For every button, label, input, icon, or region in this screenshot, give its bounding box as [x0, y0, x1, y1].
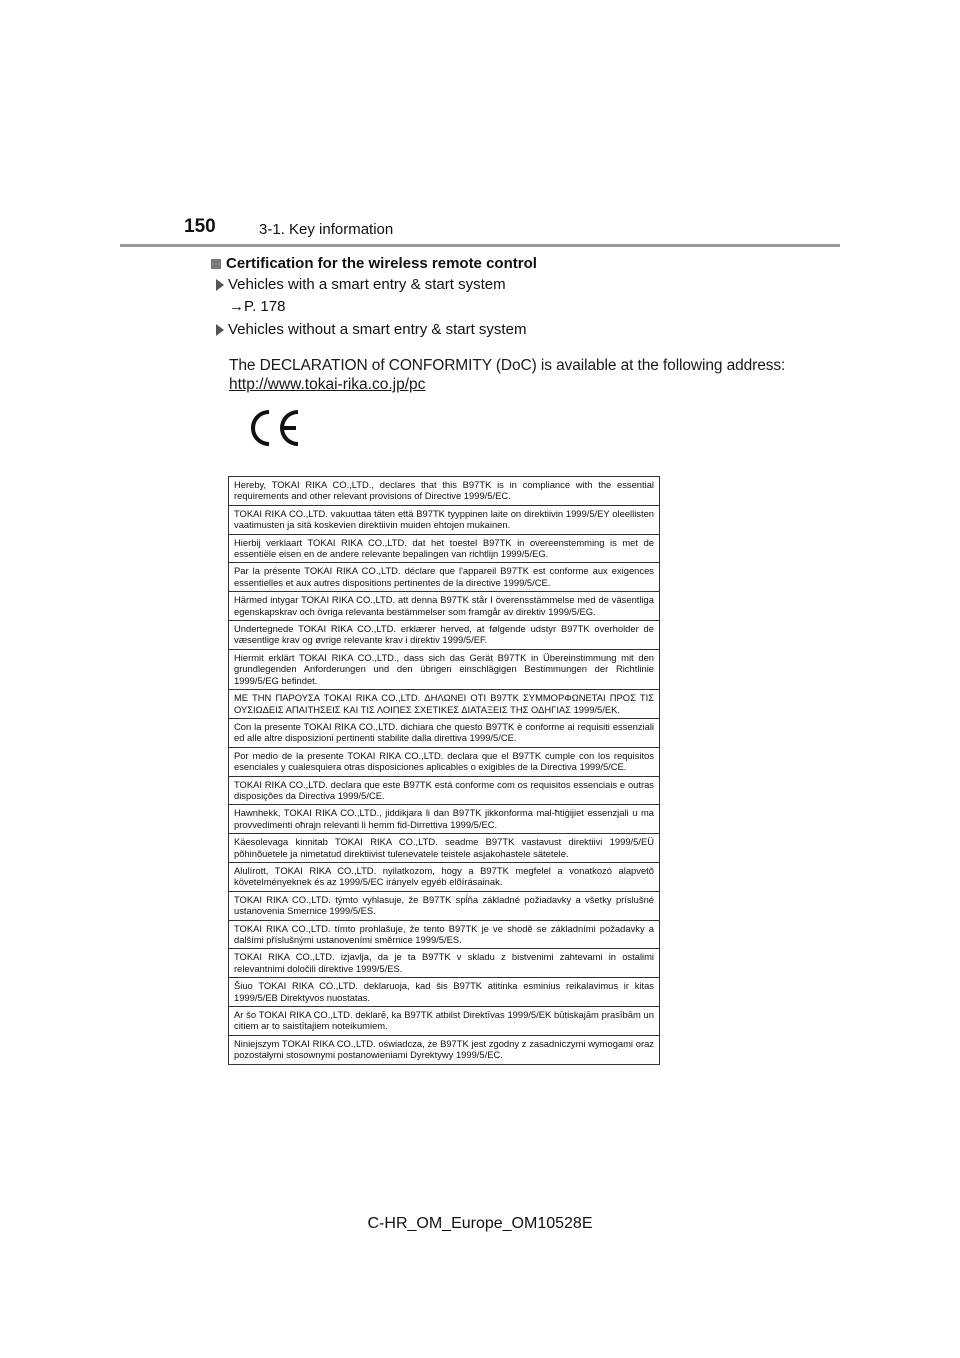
declaration-cell: Undertegnede TOKAI RIKA CO.,LTD. erklærer herved, at følgende udstyr B97TK overholder de væsentlige krav og øvrige relevante krav i direktiv 1999/5/EF. [229, 621, 660, 650]
triangle-bullet-icon [216, 279, 224, 291]
page-reference[interactable]: →P. 178 [229, 298, 286, 315]
declaration-cell: ΜΕ ΤΗΝ ΠΑΡΟΥΣΑ TOKAI RIKA CO.,LTD. ΔΗΛΩΝΕΙ ΟΤΙ B97TK ΣΥΜΜΟΡΦΩΝΕΤΑΙ ΠΡΟΣ ΤΙΣ ΟΥΣΙΩΔΕΙΣ ΑΠΑΙΤΗΣΕΙΣ ΚΑΙ ΤΙΣ ΛΟΙΠΕΣ ΣΧΕΤΙΚΕΣ ΔΙΑΤΑΞΕΙΣ ΤΗΣ ΟΔΗΓΙΑΣ 1999/5/ΕΚ. [229, 690, 660, 719]
table-row [229, 862, 660, 891]
declaration-cell: Con la presente TOKAI RIKA CO.,LTD. dichiara che questo B97TK è conforme ai requisiti essenziali ed alle altre disposizioni pertinenti stabilite dalla direttiva 1999/5/CE. [229, 718, 660, 747]
document-id-footer: C-HR_OM_Europe_OM10528E [367, 1215, 593, 1232]
declaration-cell: TOKAI RIKA CO.,LTD. declara que este B97TK está conforme com os requisitos essenciais e outras disposições da Directiva 1999/5/CE. [229, 776, 660, 805]
table-row [229, 1035, 660, 1064]
declaration-cell: TOKAI RIKA CO.,LTD. tímto prohlašuje, že tento B97TK je ve shodě se základními požadavky a dalšími příslušnými ustanoveními směrnice 1999/5/ES. [229, 920, 660, 949]
header-divider [120, 244, 840, 247]
table-row [229, 978, 660, 1007]
declaration-cell: Hawnhekk, TOKAI RIKA CO.,LTD., jiddikjara li dan B97TK jikkonforma mal-ħtiġijiet essenzjali u ma provvedimenti oħrajn relevanti li hemm fid-Dirrettiva 1999/5/EC. [229, 805, 660, 834]
doc-url-link[interactable]: http://www.tokai-rika.co.jp/pc [229, 376, 426, 393]
table-row [229, 505, 660, 534]
declaration-cell: Šiuo TOKAI RIKA CO.,LTD. deklaruoja, kad šis B97TK atitinka esminius reikalavimus ir kitas 1999/5/EB Direktyvos nuostatas. [229, 978, 660, 1007]
table-row [229, 563, 660, 592]
declaration-cell: Härmed intygar TOKAI RIKA CO.,LTD. att denna B97TK står I överensstämmelse med de väsentliga egenskapskrav och övriga relevanta bestämmelser som framgår av direktiv 1999/5/EG. [229, 592, 660, 621]
declaration-cell: TOKAI RIKA CO.,LTD. vakuuttaa täten että B97TK tyyppinen laite on direktiivin 1999/5/EY oleellisten vaatimusten ja sitä koskevien direktiivin muiden ehtojen mukainen. [229, 505, 660, 534]
item-text: Vehicles without a smart entry & start system [228, 321, 527, 338]
heading-text: Certification for the wireless remote control [226, 255, 537, 272]
triangle-bullet-icon [216, 324, 224, 336]
table-row [229, 690, 660, 719]
declarations-table [228, 476, 660, 1065]
table-row [229, 834, 660, 863]
declaration-cell: Por medio de la presente TOKAI RIKA CO.,LTD. declara que el B97TK cumple con los requisitos esenciales y cualesquiera otras disposiciones aplicables o exigibles de la Directiva 1999/5/CE. [229, 747, 660, 776]
section-heading [211, 255, 537, 272]
declaration-cell: Hereby, TOKAI RIKA CO.,LTD., declares that this B97TK is in compliance with the essential requirements and other relevant provisions of Directive 1999/5/EC. [229, 477, 660, 506]
declaration-cell: Niniejszym TOKAI RIKA CO.,LTD. oświadcza, że B97TK jest zgodny z zasadniczymi wymogami oraz pozostałymi stosownymi postanowieniami Dyrektywy 1999/5/EC. [229, 1035, 660, 1064]
table-row [229, 805, 660, 834]
table-row [229, 747, 660, 776]
declaration-cell: Alulírott, TOKAI RIKA CO.,LTD. nyilatkozom, hogy a B97TK megfelel a vonatkozó alapvetõ követelményeknek és az 1999/5/EC irányelv egyéb elõírásainak. [229, 862, 660, 891]
section-title: 3-1. Key information [259, 221, 394, 238]
table-row [229, 949, 660, 978]
declaration-cell: Käesolevaga kinnitab TOKAI RIKA CO.,LTD. seadme B97TK vastavust direktiivi 1999/5/EÜ põhinõuetele ja nimetatud direktiivist tulenevatele teistele asjakohastele sätetele. [229, 834, 660, 863]
ce-mark-icon [246, 408, 302, 448]
table-row [229, 920, 660, 949]
page-number: 150 [184, 216, 216, 237]
table-row [229, 891, 660, 920]
table-row [229, 649, 660, 689]
doc-availability-text: The DECLARATION of CONFORMITY (DoC) is available at the following address: [229, 357, 786, 374]
declaration-cell: TOKAI RIKA CO.,LTD. izjavlja, da je ta B97TK v skladu z bistvenimi zahtevami in ostalimi relevantnimi določili direktive 1999/5/ES. [229, 949, 660, 978]
declaration-cell: Ar šo TOKAI RIKA CO.,LTD. deklarē, ka B97TK atbilst Direktīvas 1999/5/EK būtiskajām prasībām un citiem ar to saistītajiem noteikumiem. [229, 1007, 660, 1036]
table-row [229, 718, 660, 747]
list-item [216, 276, 506, 293]
table-row [229, 621, 660, 650]
item-text: Vehicles with a smart entry & start system [228, 276, 506, 293]
table-row [229, 534, 660, 563]
square-bullet-icon [211, 259, 221, 269]
table-row [229, 592, 660, 621]
declaration-cell: Par la présente TOKAI RIKA CO.,LTD. déclare que l'appareil B97TK est conforme aux exigences essentielles et aux autres dispositions pertinentes de la directive 1999/5/CE. [229, 563, 660, 592]
table-row [229, 477, 660, 506]
declaration-cell: Hierbij verklaart TOKAI RIKA CO.,LTD. dat het toestel B97TK in overeenstemming is met de essentiële eisen en de andere relevante bepalingen van richtlijn 1999/5/EG. [229, 534, 660, 563]
table-row [229, 776, 660, 805]
table-row [229, 1007, 660, 1036]
declaration-cell: Hiermit erklärt TOKAI RIKA CO.,LTD., dass sich das Gerät B97TK in Übereinstimmung mit den grundlegenden Anforderungen und den übrigen einschlägigen Bestimmungen der Richtlinie 1999/5/EG befindet. [229, 649, 660, 689]
list-item [216, 321, 526, 338]
declaration-cell: TOKAI RIKA CO.,LTD. týmto vyhlasuje, že B97TK spĺňa základné požiadavky a všetky príslušné ustanovenia Smernice 1999/5/ES. [229, 891, 660, 920]
